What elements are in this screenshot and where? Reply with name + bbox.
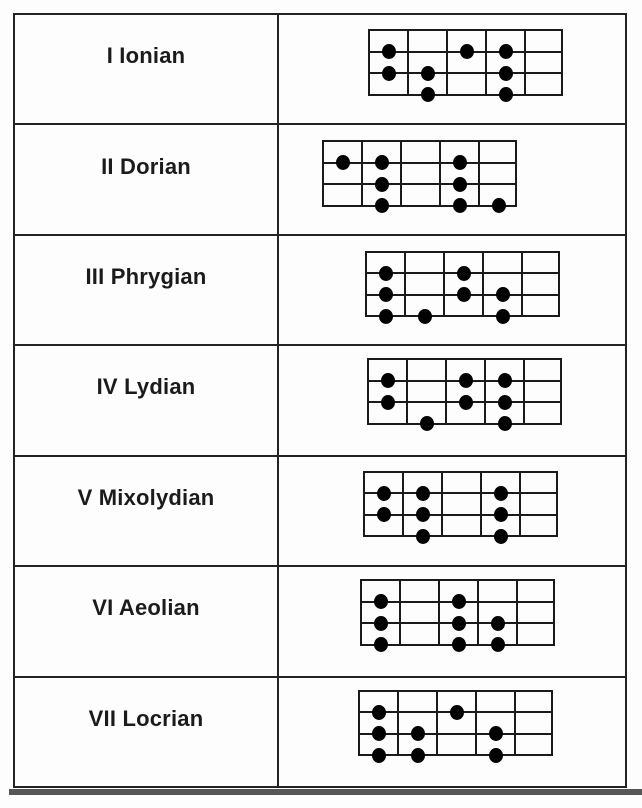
note-dot (416, 486, 430, 501)
fretboard-diagram (363, 471, 558, 538)
note-dot (411, 726, 425, 741)
note-dot (499, 66, 513, 81)
string-line (358, 754, 553, 756)
fret-line (360, 579, 362, 646)
fret-line (519, 471, 521, 538)
string-line (367, 423, 562, 425)
fret-line (322, 140, 324, 207)
note-dot (416, 507, 430, 522)
fret-line (446, 29, 448, 96)
note-dot (491, 637, 505, 652)
note-dot (457, 287, 471, 302)
diagram-cell (279, 678, 625, 786)
note-dot (459, 373, 473, 388)
string-line (322, 183, 517, 185)
fret-line (436, 690, 438, 757)
string-line (363, 492, 558, 494)
mode-label-cell (15, 125, 279, 233)
note-dot (372, 705, 386, 720)
string-line (368, 94, 563, 96)
note-dot (379, 266, 393, 281)
fret-line (439, 140, 441, 207)
note-dot (452, 594, 466, 609)
fret-line (482, 251, 484, 318)
mode-label: III Phrygian (85, 264, 207, 290)
note-dot (453, 155, 467, 170)
note-dot (382, 66, 396, 81)
fret-line (404, 251, 406, 318)
mode-label: II Dorian (101, 153, 191, 179)
string-line (322, 140, 517, 142)
fret-line (551, 690, 553, 757)
mode-label-cell (15, 567, 279, 675)
note-dot (494, 529, 508, 544)
fret-line (361, 140, 363, 207)
fret-line (365, 251, 367, 318)
fret-line (485, 29, 487, 96)
note-dot (382, 44, 396, 59)
note-dot (499, 44, 513, 59)
note-dot (375, 198, 389, 213)
fret-line (443, 251, 445, 318)
diagram-cell (279, 125, 625, 233)
fret-line (523, 358, 525, 425)
mode-label: IV Lydian (96, 374, 196, 400)
fret-line (561, 29, 563, 96)
note-dot (372, 748, 386, 763)
mode-label-cell (15, 15, 279, 123)
diagram-cell (279, 236, 625, 344)
fretboard-diagram (365, 251, 560, 318)
fretboard-diagram (360, 579, 555, 646)
table-row (15, 15, 625, 125)
string-line (322, 205, 517, 207)
note-dot (491, 616, 505, 631)
note-dot (452, 616, 466, 631)
fret-line (521, 251, 523, 318)
string-line (363, 535, 558, 537)
fret-line (438, 579, 440, 646)
note-dot (420, 416, 434, 431)
note-dot (418, 309, 432, 324)
fret-line (480, 471, 482, 538)
note-dot (450, 705, 464, 720)
table-row (15, 567, 625, 677)
note-dot (377, 486, 391, 501)
fret-line (524, 29, 526, 96)
note-dot (416, 529, 430, 544)
note-dot (459, 395, 473, 410)
note-dot (496, 287, 510, 302)
fretboard-diagram (358, 690, 553, 757)
diagram-cell (279, 346, 625, 454)
fretboard-diagram (322, 140, 517, 207)
fretboard-diagram (367, 358, 562, 425)
note-dot (494, 507, 508, 522)
string-line (358, 733, 553, 735)
fret-line (368, 29, 370, 96)
fret-line (445, 358, 447, 425)
table-row (15, 678, 625, 786)
string-line (368, 72, 563, 74)
note-dot (379, 287, 393, 302)
note-dot (492, 198, 506, 213)
string-line (365, 251, 560, 253)
fret-line (475, 690, 477, 757)
note-dot (336, 155, 350, 170)
fret-line (399, 579, 401, 646)
note-dot (374, 616, 388, 631)
mode-label: V Mixolydian (77, 484, 215, 510)
string-line (363, 514, 558, 516)
note-dot (372, 726, 386, 741)
note-dot (489, 726, 503, 741)
note-dot (375, 177, 389, 192)
diagram-cell (279, 567, 625, 675)
note-dot (374, 594, 388, 609)
note-dot (498, 416, 512, 431)
diagram-cell (279, 15, 625, 123)
note-dot (421, 87, 435, 102)
fret-line (516, 579, 518, 646)
fret-line (553, 579, 555, 646)
modes-table (13, 13, 627, 788)
note-dot (379, 309, 393, 324)
fret-line (556, 471, 558, 538)
fret-line (515, 140, 517, 207)
fret-line (478, 140, 480, 207)
note-dot (489, 748, 503, 763)
fret-line (514, 690, 516, 757)
note-dot (453, 177, 467, 192)
string-line (360, 579, 555, 581)
fret-line (367, 358, 369, 425)
mode-label-cell (15, 678, 279, 786)
note-dot (375, 155, 389, 170)
string-line (358, 690, 553, 692)
note-dot (460, 44, 474, 59)
mode-label-cell (15, 457, 279, 565)
note-dot (452, 637, 466, 652)
mode-label: I Ionian (106, 43, 186, 69)
note-dot (381, 373, 395, 388)
table-row (15, 236, 625, 346)
string-line (365, 315, 560, 317)
note-dot (494, 486, 508, 501)
string-line (363, 471, 558, 473)
fret-line (402, 471, 404, 538)
diagram-cell (279, 457, 625, 565)
fret-line (407, 29, 409, 96)
mode-label-cell (15, 346, 279, 454)
note-dot (496, 309, 510, 324)
fret-line (406, 358, 408, 425)
string-line (367, 358, 562, 360)
mode-label-cell (15, 236, 279, 344)
table-bottom-border (9, 789, 642, 795)
fret-line (397, 690, 399, 757)
table-row (15, 125, 625, 235)
fret-line (560, 358, 562, 425)
table-row (15, 346, 625, 456)
fret-line (558, 251, 560, 318)
note-dot (499, 87, 513, 102)
fretboard-diagram (368, 29, 563, 96)
fret-line (441, 471, 443, 538)
note-dot (374, 637, 388, 652)
string-line (322, 162, 517, 164)
table-row (15, 457, 625, 567)
note-dot (377, 507, 391, 522)
fret-line (477, 579, 479, 646)
note-dot (381, 395, 395, 410)
string-line (368, 29, 563, 31)
note-dot (421, 66, 435, 81)
fret-line (358, 690, 360, 757)
note-dot (498, 373, 512, 388)
note-dot (457, 266, 471, 281)
fret-line (363, 471, 365, 538)
fret-line (400, 140, 402, 207)
note-dot (453, 198, 467, 213)
note-dot (498, 395, 512, 410)
fret-line (484, 358, 486, 425)
mode-label: VII Locrian (88, 705, 204, 731)
note-dot (411, 748, 425, 763)
mode-label: VI Aeolian (92, 595, 200, 621)
